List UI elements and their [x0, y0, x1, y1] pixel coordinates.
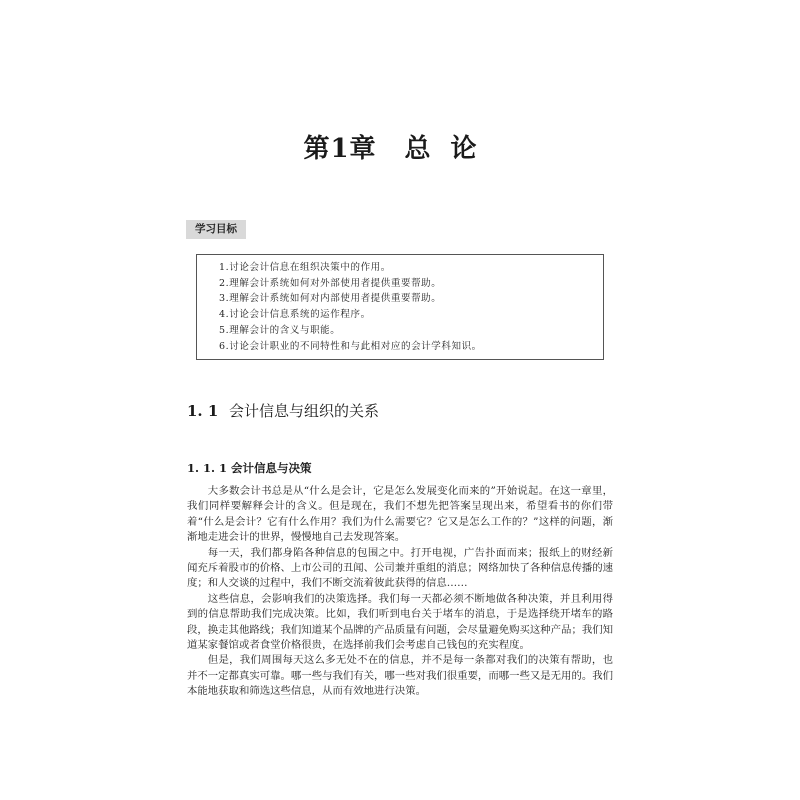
- paragraph: 但是，我们周围每天这么多无处不在的信息，并不是每一条都对我们的决策有帮助，也并不一定都真实可靠。哪一些与我们有关，哪一些对我们很重要，而哪一些又是无用的。我们本能地获取和筛选这些信息，从而有效地进行决策。: [187, 654, 614, 698]
- section-number: 1. 1: [187, 402, 219, 420]
- subsection-title: 会计信息与决策: [231, 461, 312, 475]
- learning-goals-tag: 学习目标: [186, 220, 246, 239]
- learning-goal-item: 1.讨论会计信息在组织决策中的作用。: [219, 262, 391, 273]
- paragraph: 大多数会计书总是从“什么是会计，它是怎么发展变化而来的”开始说起。在这一章里，我们同样要解释会计的含义。但是现在，我们不想先把答案呈现出来，希望看书的你们带着“什么是会计？它有什么作用？我们为什么需要它？它又是怎么工作的？”这样的问题，渐渐地走进会计的世界，慢慢地自己去发现答案。: [187, 485, 613, 544]
- body-text: [187, 484, 613, 700]
- chapter-name: 总论: [404, 134, 497, 164]
- learning-goals-list: [219, 260, 603, 354]
- learning-goal-item: 5.理解会计的含义与职能。: [219, 324, 341, 336]
- section-heading: [187, 400, 379, 421]
- paragraph: 这些信息，会影响我们的决策选择。我们每一天都必须不断地做各种决策，并且利用得到的信息帮助我们完成决策。比如，我们听到电台关于堵车的消息，于是选择绕开堵车的路段，换走其他路线；我们知道某个品牌的产品质量有问题，会尽量避免购买这种产品；我们知道某家餐馆或者食堂价格很贵，在选择前我们会考虑自己钱包的充实程度。: [187, 592, 614, 652]
- paragraph: 每一天，我们都身陷各种信息的包围之中。打开电视，广告扑面而来；报纸上的财经新闻充斥着股市的价格、上市公司的丑闻、公司兼并重组的消息；网络加快了各种信息传播的速度；和人交谈的过程中，我们不断交流着彼此获得的信息……: [187, 546, 614, 590]
- learning-goal-item: 4.讨论会计信息系统的运作程序。: [219, 309, 371, 321]
- learning-goal-item: 6.讨论会计职业的不同特性和与此相对应的会计学科知识。: [219, 340, 482, 352]
- subsection-number: 1. 1. 1: [187, 461, 228, 475]
- chapter-title: [0, 128, 800, 165]
- learning-goal-item: 3.理解会计系统如何对内部使用者提供重要帮助。: [219, 293, 442, 305]
- subsection-heading: [187, 460, 312, 476]
- learning-goal-item: 2.理解会计系统如何对外部使用者提供重要帮助。: [219, 277, 442, 289]
- learning-goals-box: [196, 254, 604, 360]
- section-title: 会计信息与组织的关系: [229, 402, 380, 420]
- chapter-number: 第1章: [303, 134, 377, 164]
